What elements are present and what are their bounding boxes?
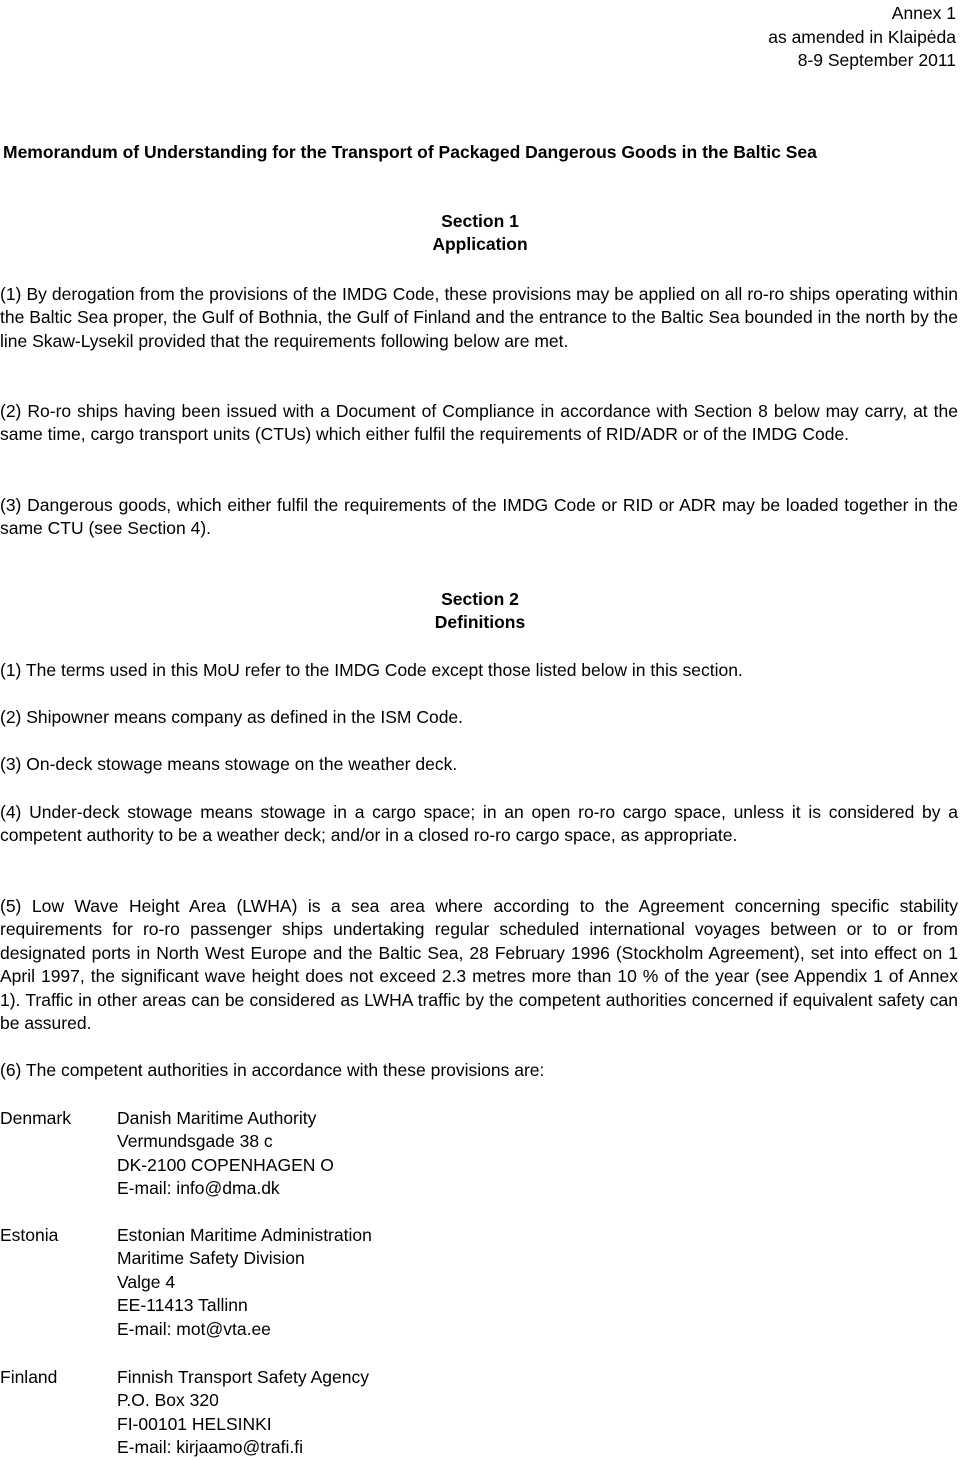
- section-2-paragraph-6: (6) The competent authorities in accordance with these provisions are:: [0, 1060, 545, 1080]
- authority-country: Finland: [0, 1367, 58, 1387]
- authority-name: Finnish Transport Safety Agency: [117, 1367, 369, 1387]
- authority-name: Estonian Maritime Administration: [117, 1225, 372, 1245]
- authority-email: E-mail: mot@vta.ee: [117, 1318, 271, 1339]
- section-2-heading: [0, 588, 960, 635]
- authority-country: Denmark: [0, 1108, 71, 1128]
- amended-date: 8-9 September 2011: [797, 50, 956, 70]
- authority-po-box: P.O. Box 320: [117, 1390, 219, 1411]
- authority-country: Estonia: [0, 1225, 59, 1245]
- section-1-number: Section 1: [441, 211, 519, 231]
- annex-label: Annex 1: [891, 3, 956, 23]
- section-1-name: Application: [432, 234, 528, 255]
- authority-address: [117, 1366, 369, 1460]
- section-2-paragraph-1: (1) The terms used in this MoU refer to the IMDG Code except those listed below in this section.: [0, 660, 743, 680]
- section-2-paragraph-5: (5) Low Wave Height Area (LWHA) is a sea area where according to the Agreement concerning specific stability requirements for ro-ro passenger ships undertaking regular scheduled international voyages between or to or from designated ports in North West Europe and the Baltic Sea, 28 February 1996 (Stockholm Agreement), set into effect on 1 April 1997, the significant wave height does not exceed 2.3 metres more than 10 % of the year (see Appendix 1 of Annex 1). Traffic in other areas can be considered as LWHA traffic by the competent authorities concerned if equivalent safety can be assured.: [0, 896, 958, 1034]
- authority-street: Vermundsgade 38 c: [117, 1131, 273, 1152]
- authority-address: [117, 1224, 372, 1341]
- section-2-paragraph-3: (3) On-deck stowage means stowage on the weather deck.: [0, 754, 458, 774]
- amended-label: as amended in Klaipėda: [768, 26, 956, 47]
- authority-city: FI-00101 HELSINKI: [117, 1413, 272, 1434]
- authority-address: [117, 1107, 334, 1201]
- section-2-number: Section 2: [441, 589, 519, 609]
- authority-email: E-mail: kirjaamo@trafi.fi: [117, 1437, 303, 1458]
- authority-division: Maritime Safety Division: [117, 1248, 305, 1269]
- section-1-paragraph-2: (2) Ro-ro ships having been issued with a Document of Compliance in accordance with Section 8 below may carry, at the same time, cargo transport units (CTUs) which either fulfil the requirements of RID/ADR or of the IMDG Code.: [0, 401, 958, 445]
- section-2-name: Definitions: [434, 612, 526, 633]
- authority-street: Valge 4: [117, 1271, 176, 1292]
- annex-header: [768, 2, 956, 73]
- authority-city: EE-11413 Tallinn: [117, 1295, 248, 1316]
- document-title: Memorandum of Understanding for the Transport of Packaged Dangerous Goods in the Baltic Sea: [3, 142, 817, 162]
- authority-email: E-mail: info@dma.dk: [117, 1178, 280, 1199]
- section-1-paragraph-1: (1) By derogation from the provisions of the IMDG Code, these provisions may be applied on all ro-ro ships operating within the Baltic Sea proper, the Gulf of Bothnia, the Gulf of Finland and the entrance to the Baltic Sea bounded in the north by the line Skaw-Lysekil provided that the requirements following below are met.: [0, 284, 958, 351]
- section-2-paragraph-2: (2) Shipowner means company as defined in the ISM Code.: [0, 707, 464, 727]
- authority-name: Danish Maritime Authority: [117, 1108, 317, 1128]
- section-2-paragraph-4: (4) Under-deck stowage means stowage in a cargo space; in an open ro-ro cargo space, unless it is considered by a competent authority to be a weather deck; and/or in a closed ro-ro cargo space, as appropriate.: [0, 802, 958, 846]
- authority-city: DK-2100 COPENHAGEN O: [117, 1154, 334, 1175]
- section-1-paragraph-3: (3) Dangerous goods, which either fulfil the requirements of the IMDG Code or RID or ADR may be loaded together in the same CTU (see Section 4).: [0, 495, 958, 539]
- section-1-heading: [0, 210, 960, 257]
